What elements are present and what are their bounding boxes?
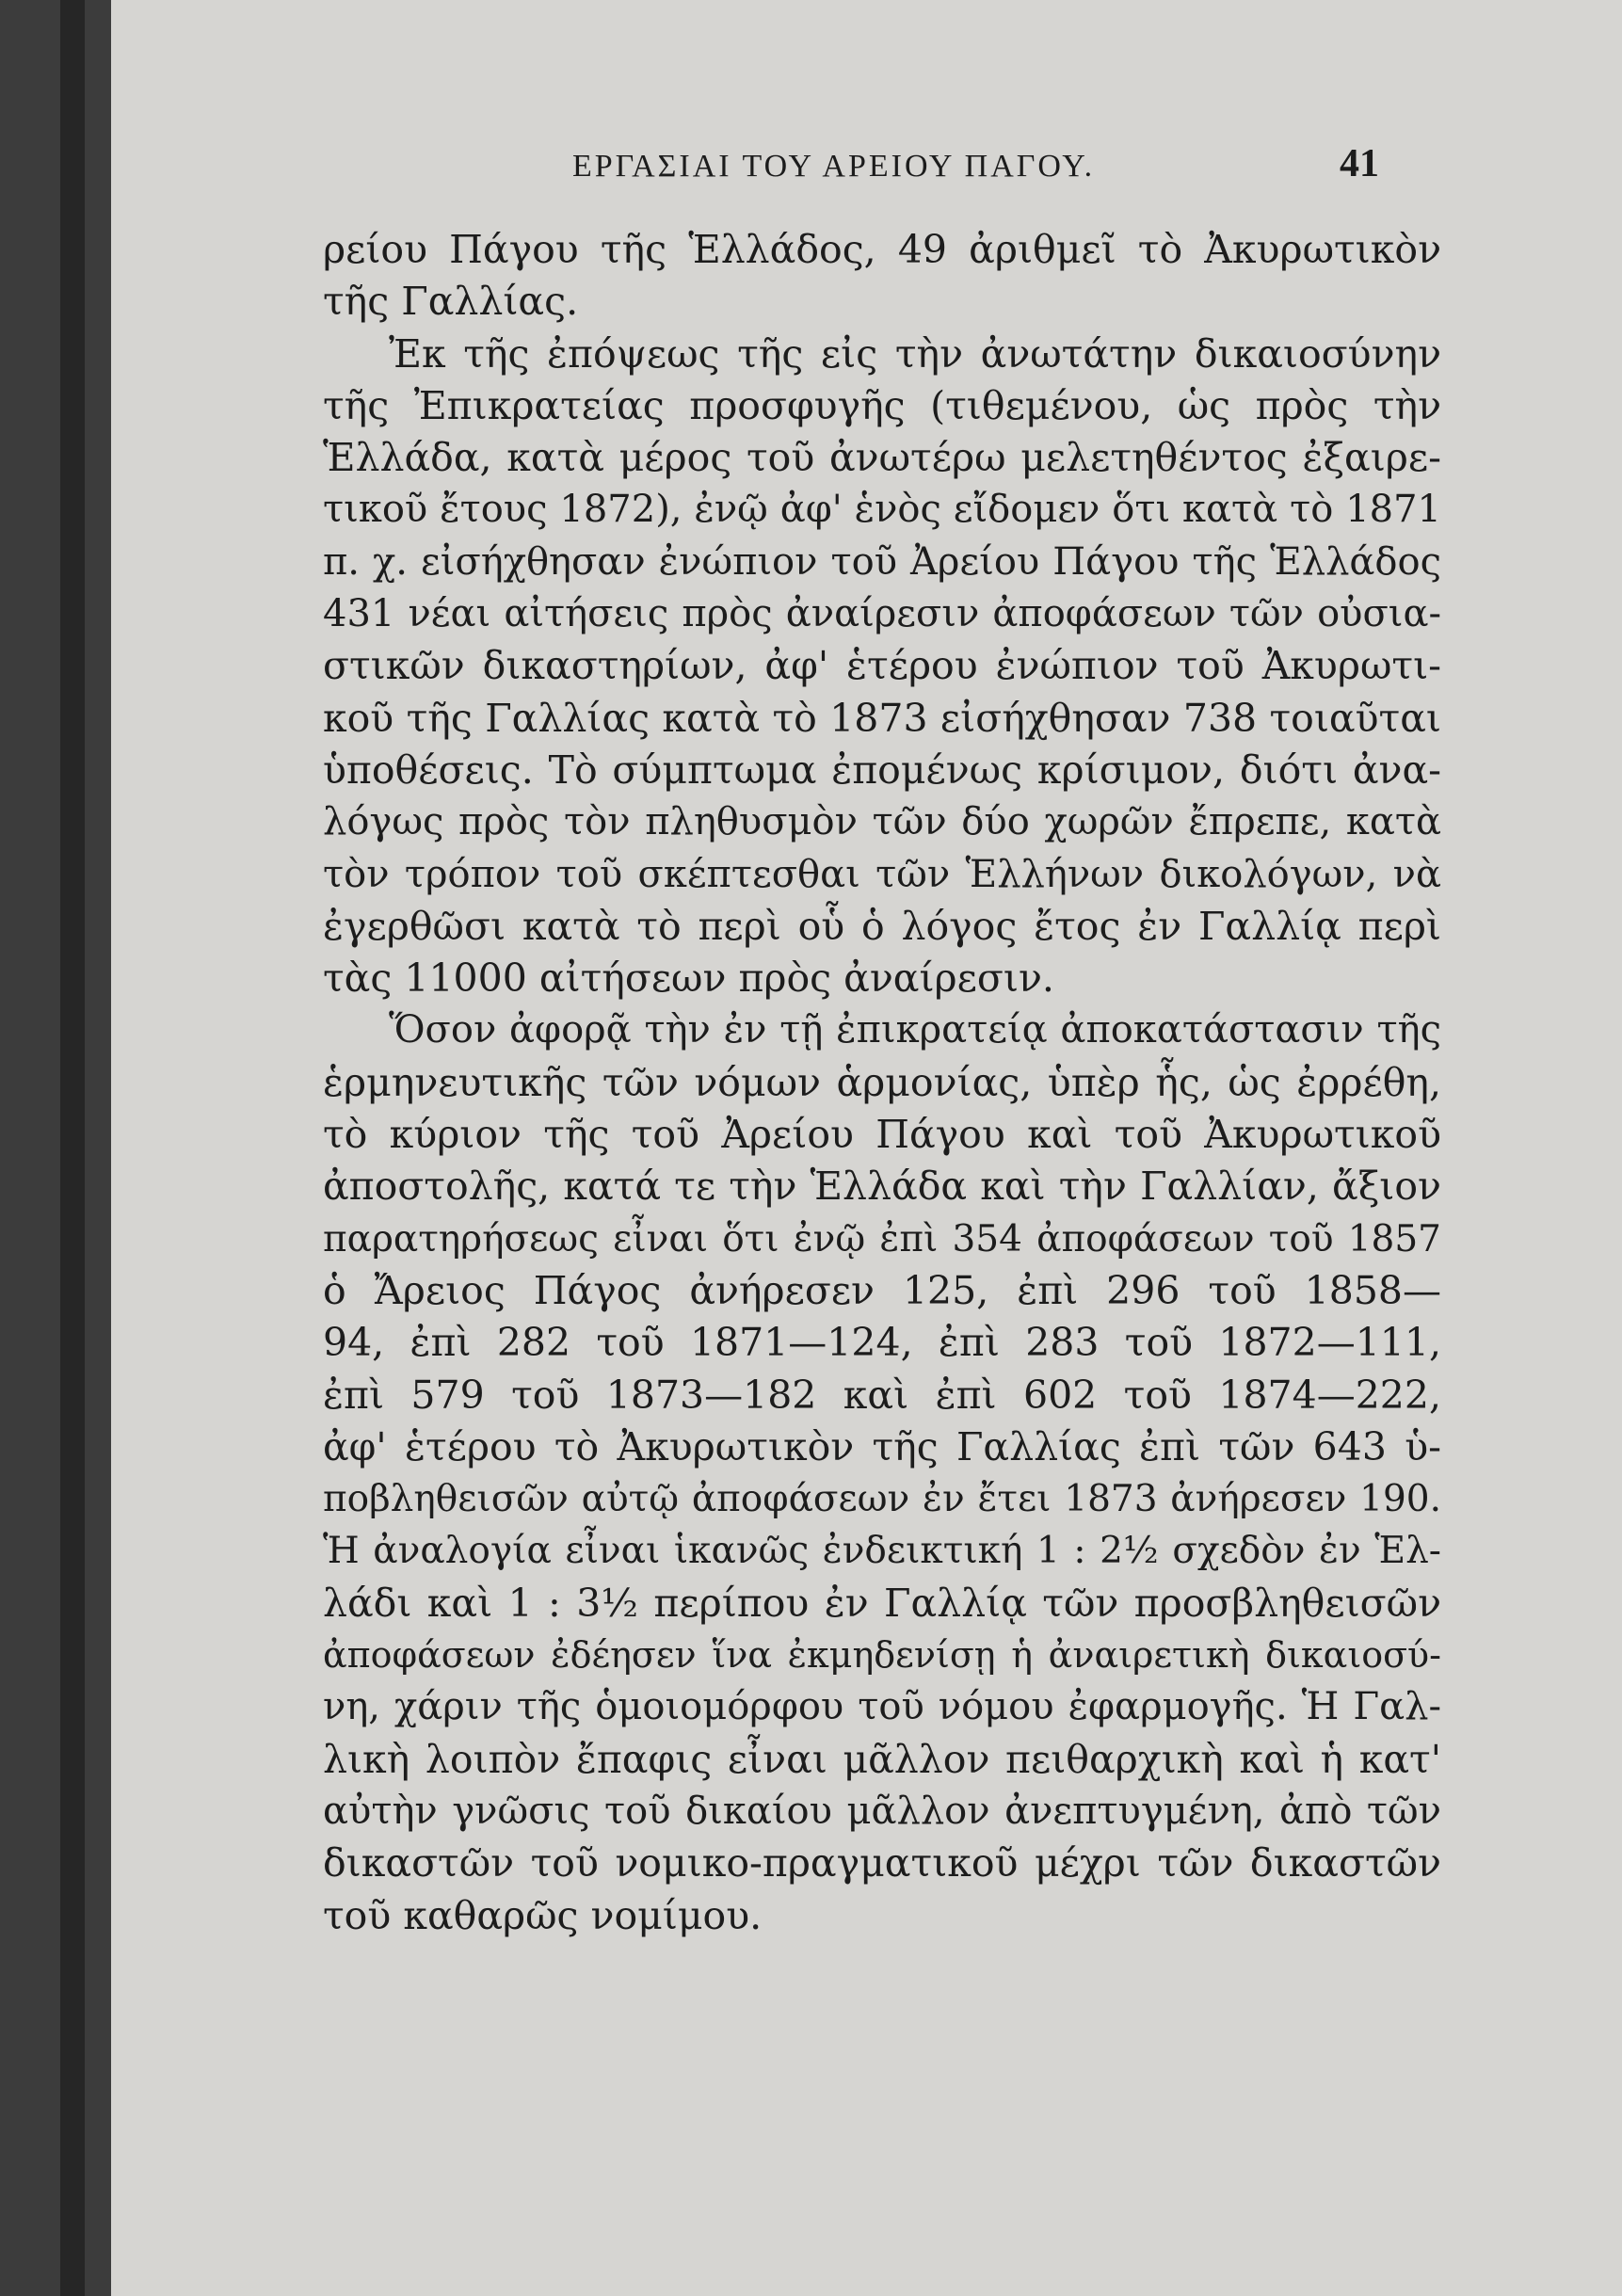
book-page	[111, 0, 1622, 2296]
text-line: ρείου Πάγου τῆς Ἑλλάδος, 49 ἀριθμεῖ τὸ Ἀκυρωτικὸν	[323, 227, 1441, 272]
body-text	[323, 224, 1441, 1942]
text-line: ἐπὶ 579 τοῦ 1873—182 καὶ ἐπὶ 602 τοῦ 1874—222,	[323, 1372, 1441, 1418]
text-line: λικὴ λοιπὸν ἔπαφις εἶναι μᾶλλον πειθαρχικὴ καὶ ἡ κατ'	[323, 1736, 1441, 1782]
text-line: π. χ. εἰσήχθησαν ἐνώπιον τοῦ Ἀρείου Πάγου τῆς Ἑλλάδος	[323, 539, 1441, 584]
text-line: ἑρμηνευτικῆς τῶν νόμων ἁρμονίας, ὑπὲρ ἧς, ὡς ἐρρέθη,	[323, 1059, 1441, 1105]
text-line: ἀφ' ἑτέρου τὸ Ἀκυρωτικὸν τῆς Γαλλίας ἐπὶ τῶν 643 ὑ-	[323, 1423, 1441, 1469]
text-line: τοῦ καθαρῶς νομίμου.	[323, 1892, 763, 1938]
binding-shadow	[60, 0, 85, 2296]
text-line: τὰς 11000 αἰτήσεων πρὸς ἀναίρεσιν.	[323, 955, 1054, 1002]
text-line: Ὅσον ἀφορᾷ τὴν ἐν τῇ ἐπικρατείᾳ ἀποκατάστασιν τῆς	[389, 1008, 1441, 1052]
page-number: 41	[1340, 142, 1379, 185]
text-line: τῆς Γαλλίας.	[323, 279, 579, 325]
text-line: αὐτὴν γνῶσις τοῦ δικαίου μᾶλλον ἀνεπτυγμένη, ἀπὸ τῶν	[323, 1789, 1441, 1833]
text-line: κοῦ τῆς Γαλλίας κατὰ τὸ 1873 εἰσήχθησαν 738 τοιαῦται	[323, 695, 1441, 741]
text-line: λάδι καὶ 1 : 3½ περίπου ἐν Γαλλίᾳ τῶν προσβληθεισῶν	[323, 1580, 1441, 1626]
text-line: τὸν τρόπον τοῦ σκέπτεσθαι τῶν Ἑλλήνων δικολόγων, νὰ	[323, 852, 1441, 896]
text-line: ποβληθεισῶν αὐτῷ ἀποφάσεων ἐν ἔτει 1873 ἀνήρεσεν 190.	[323, 1478, 1441, 1521]
text-line: τὸ κύριον τῆς τοῦ Ἀρείου Πάγου καὶ τοῦ Ἀκυρωτικοῦ	[323, 1112, 1441, 1158]
text-line: παρατηρήσεως εἶναι ὅτι ἐνῷ ἐπὶ 354 ἀποφάσεων τοῦ 1857	[323, 1217, 1441, 1260]
text-line: δικαστῶν τοῦ νομικο-πραγματικοῦ μέχρι τῶν δικαστῶν	[323, 1840, 1441, 1887]
text-line: στικῶν δικαστηρίων, ἀφ' ἑτέρου ἐνώπιον τοῦ Ἀκυρωτι-	[323, 643, 1441, 689]
text-line: ἀποστολῆς, κατά τε τὴν Ἑλλάδα καὶ τὴν Γαλλίαν, ἄξιον	[323, 1164, 1441, 1210]
text-line: ὁ Ἄρειος Πάγος ἀνήρεσεν 125, ἐπὶ 296 τοῦ 1858—	[323, 1267, 1441, 1313]
text-line: νη, χάριν τῆς ὁμοιομόρφου τοῦ νόμου ἐφαρμογῆς. Ἡ Γαλ-	[323, 1685, 1441, 1729]
running-head: ΕΡΓΑΣΙΑΙ ΤΟΥ ΑΡΕΙΟΥ ΠΑΓΟΥ.	[572, 149, 1096, 184]
text-line: τῆς Ἐπικρατείας προσφυγῆς (τιθεμένου, ὡς πρὸς τὴν	[323, 382, 1441, 428]
text-line: ὑποθέσεις. Τὸ σύμπτωμα ἐπομένως κρίσιμον, διότι ἀνα-	[323, 747, 1441, 793]
text-line: τικοῦ ἔτους 1872), ἐνῷ ἀφ' ἑνὸς εἴδομεν ὅτι κατὰ τὸ 1871	[323, 488, 1441, 532]
text-line: Ἡ ἀναλογία εἶναι ἱκανῶς ἐνδεικτική 1 : 2½ σχεδὸν ἐν Ἑλ-	[323, 1530, 1441, 1573]
text-line: Ἑλλάδα, κατὰ μέρος τοῦ ἀνωτέρω μελετηθέντος ἐξαιρε-	[323, 435, 1441, 481]
text-line: ἀποφάσεων ἐδέησεν ἵνα ἐκμηδενίσῃ ἡ ἀναιρετικὴ δικαιοσύ-	[323, 1634, 1441, 1677]
text-line: Ἐκ τῆς ἐπόψεως τῆς εἰς τὴν ἀνωτάτην δικαιοσύνην	[389, 330, 1441, 377]
book-binding-edge	[0, 0, 111, 2296]
text-line: λόγως πρὸς τὸν πληθυσμὸν τῶν δύο χωρῶν ἔπρεπε, κατὰ	[323, 800, 1441, 844]
text-line: 94, ἐπὶ 282 τοῦ 1871—124, ἐπὶ 283 τοῦ 1872—111,	[323, 1320, 1441, 1366]
text-line: 431 νέαι αἰτήσεις πρὸς ἀναίρεσιν ἀποφάσεων τῶν οὐσια-	[323, 592, 1441, 636]
text-line: ἐγερθῶσι κατὰ τὸ περὶ οὗ ὁ λόγος ἔτος ἐν Γαλλίᾳ περὶ	[323, 903, 1441, 949]
